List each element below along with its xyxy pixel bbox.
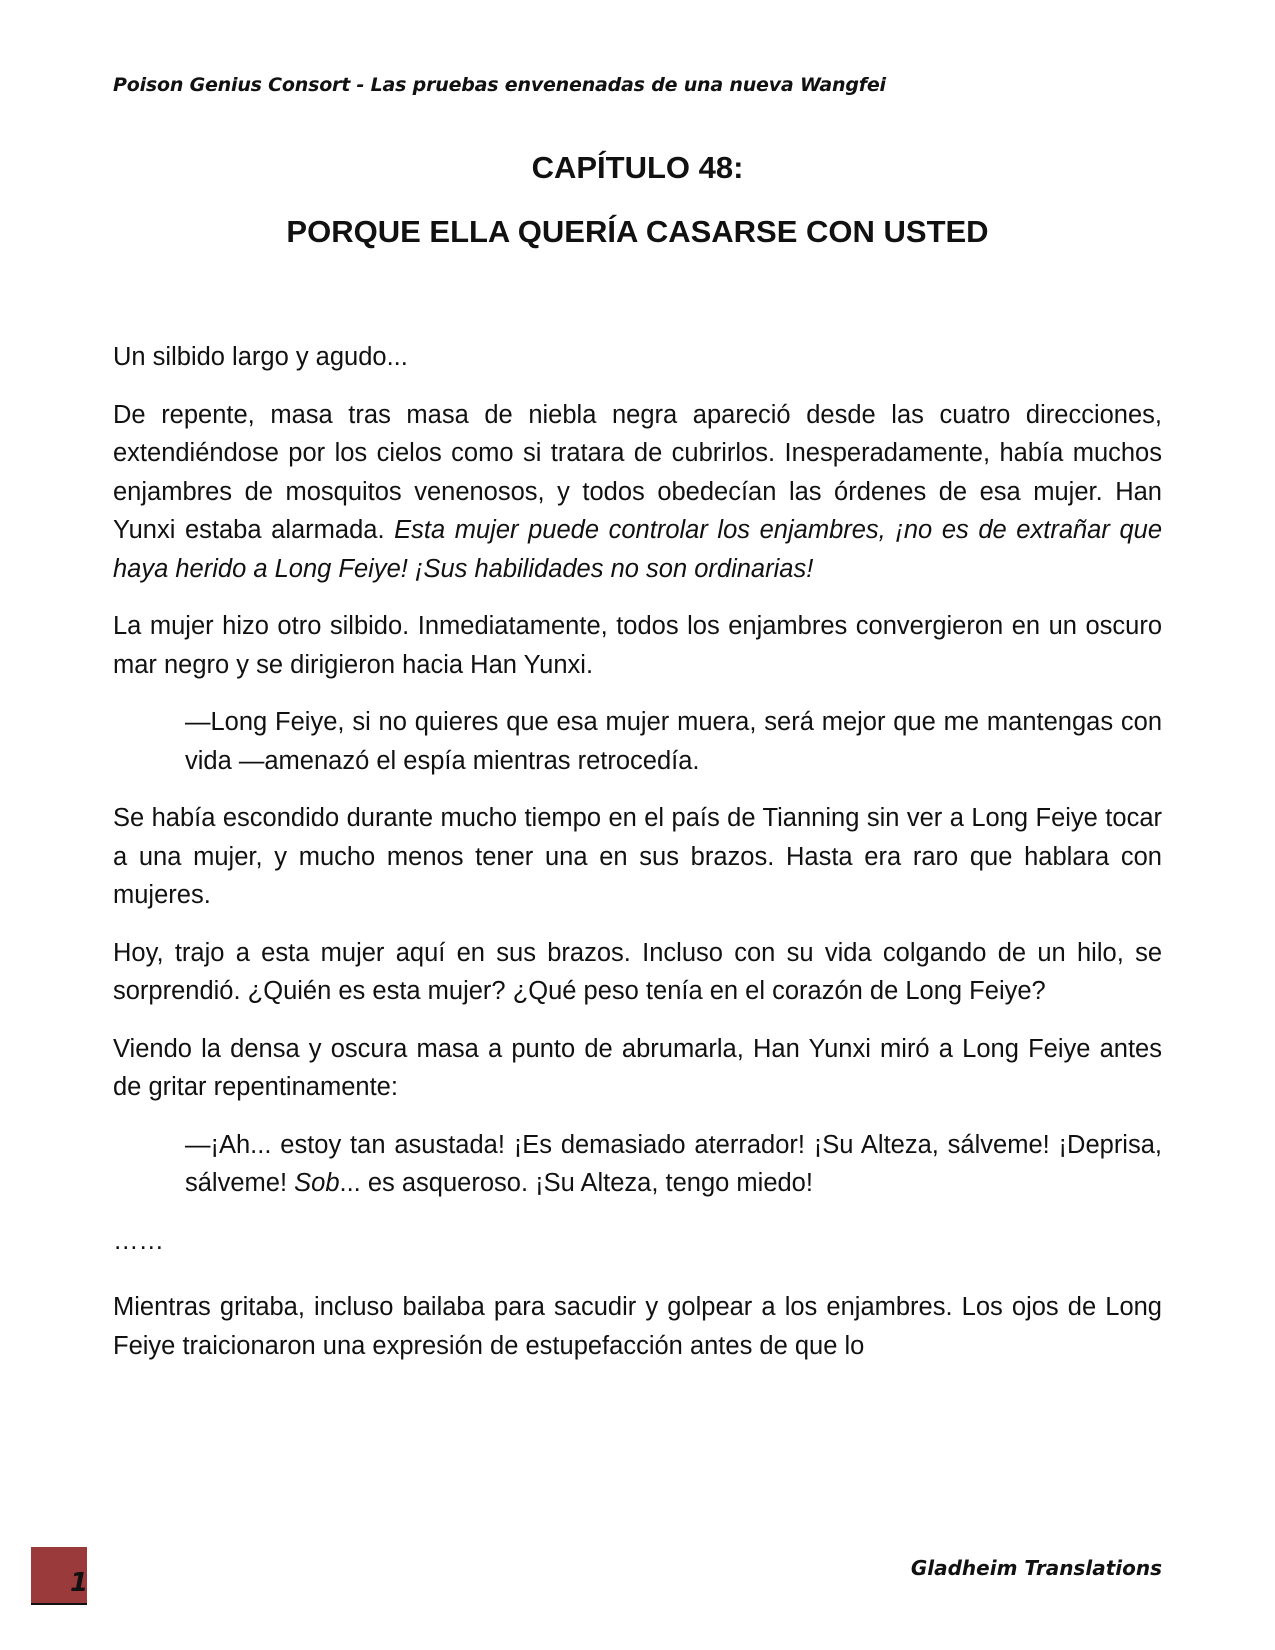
running-header: Poison Genius Consort - Las pruebas envenenadas de una nueva Wangfei	[113, 74, 886, 96]
paragraph-italic-text: Sob	[294, 1169, 340, 1197]
dialogue-paragraph	[185, 1126, 1162, 1203]
paragraph: Mientras gritaba, incluso bailaba para sacudir y golpear a los enjambres. Los ojos de Long Feiye traicionaron una expresión de estupefacción antes de que lo	[113, 1293, 1162, 1360]
paragraph: Hoy, trajo a esta mujer aquí en sus brazos. Incluso con su vida colgando de un hilo, se sorprendió. ¿Quién es esta mujer? ¿Qué peso tenía en el corazón de Long Feiye?	[113, 938, 1162, 1005]
paragraph-text: De repente, masa tras masa de niebla negra apareció desde las cuatro direcciones, extendiéndose por los cielos como si tratara de cubrirlos. Inesperadamente, había muchos enjambres de mosquitos venenosos, y todos obedecían las órdenes de esa mujer. Han Yunxi estaba alarmada.	[113, 400, 1162, 544]
paragraph: La mujer hizo otro silbido. Inmediatamente, todos los enjambres convergieron en un oscuro mar negro y se dirigieron hacia Han Yunxi.	[113, 612, 1162, 679]
paragraph: Viendo la densa y oscura masa a punto de abrumarla, Han Yunxi miró a Long Feiye antes de gritar repentinamente:	[113, 1034, 1162, 1101]
dialogue-paragraph: —Long Feiye, si no quieres que esa mujer muera, será mejor que me mantengas con vida —amenazó el espía mientras retrocedía.	[185, 708, 1162, 775]
paragraph-text: ... es asqueroso. ¡Su Alteza, tengo miedo!	[339, 1169, 813, 1197]
page-number: 1	[70, 1568, 89, 1598]
scene-break: ……	[113, 1226, 164, 1255]
chapter-number: CAPÍTULO 48:	[531, 150, 744, 185]
chapter-title: PORQUE ELLA QUERÍA CASARSE CON USTED	[286, 214, 989, 249]
paragraph	[113, 396, 1162, 589]
chapter-body	[113, 338, 1162, 1384]
paragraph: Un silbido largo y agudo...	[113, 343, 408, 371]
footer-credit: Gladheim Translations	[910, 1556, 1162, 1580]
paragraph-text: —¡Ah... estoy tan asustada! ¡Es demasiado aterrador! ¡Su Alteza, sálveme! ¡Deprisa, sálveme!	[185, 1130, 1162, 1197]
paragraph-italic-text: Esta mujer puede controlar los enjambres, ¡no es de extrañar que haya herido a Long Feiye! ¡Sus habilidades no son ordinarias!	[113, 516, 1162, 583]
page-number-underline	[31, 1603, 87, 1605]
paragraph: Se había escondido durante mucho tiempo en el país de Tianning sin ver a Long Feiye tocar a una mujer, y mucho menos tener una en sus brazos. Hasta era raro que hablara con mujeres.	[113, 804, 1162, 909]
